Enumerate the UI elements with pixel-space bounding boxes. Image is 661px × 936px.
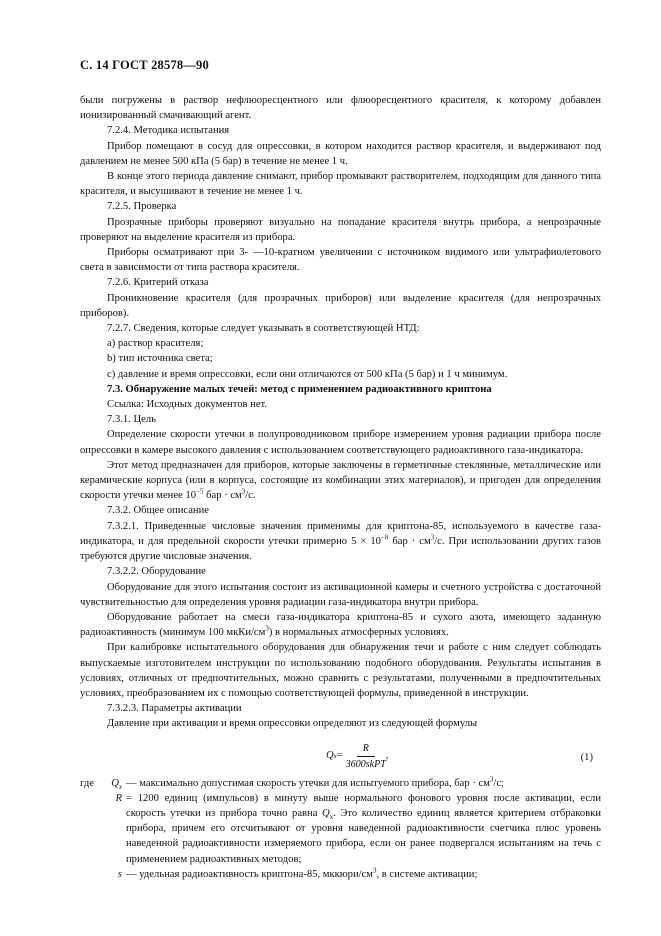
paragraph	[80, 458, 601, 504]
definition-symbol: s	[117, 868, 122, 880]
text-run: бар · см	[388, 535, 431, 547]
text-run: /с. При использовании других газов требуются другие числовые значения.	[80, 535, 601, 563]
text-run: . Это количество единиц является критерием отбраковки прибора, причем его отсчитывают от уровня наведенной радиоактивности счетчика плюс уровень наведенной радиоактивности измеряемого прибора, если он ранее подвергался испытаниям на течь с применением радиоактивных методов;	[126, 807, 601, 865]
paragraph: В конце этого периода давление снимают, прибор промывают растворителем, подходящим для данного типа красителя, и высушивают в течение не менее 1 ч.	[80, 171, 601, 198]
formula-equals: =	[336, 750, 343, 762]
paragraph: Определение скорости утечки в полупроводниковом приборе измерением уровня радиации прибора после опрессовки в камере высокого давления с использованием соответствующего радиоактивного газа-индикатора.	[80, 429, 601, 456]
formula-number: (1)	[580, 751, 593, 763]
text-run: 7.3.2.1. Приведенные числовые значения применимы для криптона-85, используемого в качестве газа-индикатора, и для предельной скорости утечки примерно 5 × 10	[80, 520, 601, 547]
formula-tail: ,	[385, 750, 389, 762]
section-heading: 7.2.4. Методика испытания	[107, 125, 230, 137]
paragraph: Прибор помещают в сосуд для опрессовки, в котором находится раствор красителя, и выдерживают под давлением не менее 500 кПа (5 бар) в течение не менее 1 ч.	[80, 140, 601, 167]
section-heading: 7.3.2.3. Параметры активации	[107, 703, 242, 715]
superscript: −5	[196, 487, 204, 496]
symbol-text: Q	[111, 777, 119, 789]
paragraph: Проникновение красителя (для прозрачных приборов) или выделение красителя (для непрозрачных приборов).	[80, 292, 601, 319]
definition-text	[126, 776, 601, 791]
formula-lhs: Q	[326, 750, 334, 762]
text-run: Этот метод предназначен для приборов, которые заключены в герметичные стеклянные, металлические или керамические корпуса (или в корпуса, состоящие из комбинации этих материалов), и пригоден для определения скорости утечки менее 10	[80, 459, 601, 502]
section-heading: 7.3.2. Общее описание	[107, 505, 209, 517]
text-run: , в системе активации;	[376, 868, 478, 880]
section-heading: 7.2.5. Проверка	[107, 201, 177, 213]
paragraph: Оборудование для этого испытания состоит из активационной камеры и счетного устройства с достаточной чувствительностью для определения уровня радиации газа-индикатора внутри прибора.	[80, 581, 601, 608]
paragraph: Давление при активации и время опрессовки определяют из следующей формулы	[107, 718, 478, 730]
page-header: С. 14 ГОСТ 28578—90	[80, 58, 209, 72]
paragraph: При калибровке испытательного оборудования для обнаружения течи и работе с ним следует соблюдать выпускаемые изготовителем инструкции по использованию подобного оборудования. Результаты испытания в условиях, отличных от предпочтительных, можно сравнить с результатами, полученными в предпочтительных условиях, преобразованием их с помощью соответствующей формулы, приведенной в инструкции.	[80, 642, 601, 699]
text-run: —	[126, 868, 137, 880]
definition-item	[80, 776, 601, 791]
list-item: с) давление и время опрессовки, если они отличаются от 500 кПа (5 бар) и 1 ч минимум.	[107, 368, 508, 380]
superscript: 3	[372, 866, 377, 875]
definition-symbol: R	[115, 792, 122, 804]
text-run: /с.	[245, 490, 256, 502]
definition-text	[126, 791, 601, 867]
definition-item	[80, 867, 601, 882]
superscript: 3	[241, 487, 246, 496]
section-heading: 7.2.7. Сведения, которые следует указывать в соответствующей НТД:	[107, 323, 420, 335]
paragraph: Прозрачные приборы проверяют визуально на попадание красителя внутрь прибора, а непрозрачные проверяют на выделение красителя из прибора.	[80, 216, 601, 243]
section-heading-bold: 7.3. Обнаружение малых течей: метод с применением радиоактивного криптона	[107, 383, 492, 395]
where-label: где	[80, 777, 94, 789]
superscript: 3	[489, 775, 494, 783]
paragraph: были погружены в раствор нефлюоресцентного или флюоресцентного красителя, к которому добавлен ионизированный смачивающий агент.	[80, 95, 601, 122]
text-run: = 1200 единиц (импульсов) в минуту выше нормального фонового уровня после активации, если скорость утечки из прибора точно равна	[126, 792, 601, 819]
inline-symbol-sub: x	[329, 813, 334, 822]
document-body	[80, 93, 601, 882]
text-run: /с;	[493, 777, 504, 789]
symbol-sub: x	[118, 782, 122, 791]
formula-numerator: R	[357, 742, 375, 757]
text-run: удельная радиоактивность криптона-85, мккюри/см	[136, 868, 373, 880]
superscript: −8	[380, 533, 389, 542]
section-heading: 7.3.1. Цель	[107, 414, 156, 426]
text-run: Оборудование работает на смеси газа-индикатора криптона-85 и сухого азота, имеющего заданную радиоактивность (минимум 100 мкКи/см	[80, 611, 601, 639]
definition-item	[80, 791, 601, 867]
inline-symbol: Q	[322, 807, 330, 819]
formula-fraction	[346, 742, 386, 771]
definition-text	[126, 867, 601, 882]
formula-denominator: 3600skPT	[345, 758, 386, 770]
text-run: бар · см	[203, 490, 242, 502]
section-heading: 7.3.2.2. Оборудование	[107, 566, 206, 578]
superscript: 3	[265, 624, 269, 633]
text-run: ) в нормальных атмосферных условиях.	[268, 627, 449, 639]
definition-symbol	[102, 776, 126, 791]
paragraph	[80, 519, 601, 565]
list-item: b) тип источника света;	[107, 353, 213, 365]
section-heading: 7.2.6. Критерий отказа	[107, 277, 209, 289]
paragraph: Приборы осматривают при 3- —10-кратном увеличении с источником видимого или ультрафиолетового света в зависимости от типа раствора красителя.	[80, 247, 601, 274]
text-run: —	[126, 777, 137, 789]
superscript: 3	[430, 533, 435, 542]
reference-line: Ссылка: Исходных документов нет.	[107, 399, 268, 411]
paragraph	[80, 610, 601, 640]
list-item: а) раствор красителя;	[107, 338, 204, 350]
formula-block	[80, 736, 601, 774]
formula: Q x = $\frac{R}{\text{3600skPT}}$ ,	[326, 742, 389, 770]
definitions	[80, 776, 601, 882]
text-run: максимально допустимая скорость утечки для испытуемого прибора, бар · см	[136, 777, 490, 789]
